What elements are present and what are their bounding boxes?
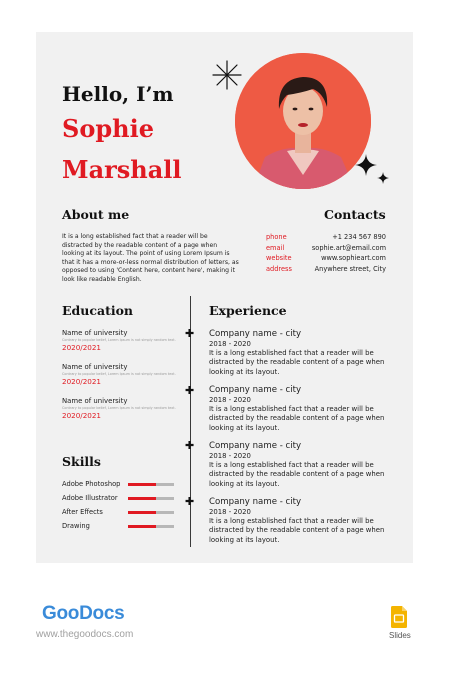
university-name: Name of university: [62, 363, 128, 371]
contact-value: Anywhere street, City: [314, 264, 386, 273]
goodocs-logo[interactable]: GooDocs: [42, 603, 125, 624]
contact-value: sophie.art@email.com: [311, 243, 386, 252]
skill-bar: [128, 511, 174, 514]
skill-bar-fill: [128, 511, 156, 514]
skill-label: Adobe Illustrator: [62, 494, 118, 502]
experience-years: 2018 - 2020: [209, 396, 251, 404]
education-item: [62, 363, 182, 387]
experience-desc: It is a long established fact that a reader will be distracted by the readable content of a page when looking at its layout.: [209, 349, 385, 376]
contact-label: website: [266, 254, 292, 262]
last-name: Marshall: [62, 155, 182, 184]
sparkle-star-icon: [377, 172, 389, 184]
skills-title: Skills: [62, 454, 101, 469]
experience-desc: It is a long established fact that a reader will be distracted by the readable content of a page when looking at its layout.: [209, 461, 385, 488]
university-name: Name of university: [62, 329, 128, 337]
experience-title: Experience: [209, 303, 287, 318]
sparkle-star-icon: [355, 154, 377, 176]
education-item: [62, 397, 182, 421]
about-title: About me: [62, 207, 130, 222]
experience-years: 2018 - 2020: [209, 452, 251, 460]
plus-icon: ✚: [185, 384, 195, 397]
contact-label: email: [266, 243, 285, 252]
skill-item: [62, 507, 180, 521]
google-slides-icon: [391, 606, 407, 628]
contacts-title: Contacts: [324, 207, 386, 222]
skill-bar: [128, 497, 174, 500]
education-years: 2020/2021: [62, 343, 102, 352]
skill-bar-fill: [128, 483, 156, 486]
education-desc: Contrary to popular belief, Lorem Ipsum is not simply random text.: [62, 406, 176, 410]
experience-years: 2018 - 2020: [209, 340, 251, 348]
contacts-list: [266, 232, 386, 274]
experience-item: [209, 329, 387, 377]
skill-item: [62, 493, 180, 507]
contact-row-email: [266, 243, 386, 254]
skill-bar: [128, 525, 174, 528]
experience-years: 2018 - 2020: [209, 508, 251, 516]
greeting: Hello, I’m: [62, 82, 174, 106]
contact-label: phone: [266, 233, 287, 241]
skill-item: [62, 479, 180, 493]
education-years: 2020/2021: [62, 377, 102, 386]
contact-label: address: [266, 264, 292, 273]
education-desc: Contrary to popular belief, Lorem Ipsum is not simply random text.: [62, 372, 176, 376]
skill-item: [62, 521, 180, 535]
sparkle-star-icon: [212, 60, 242, 90]
education-title: Education: [62, 303, 134, 318]
education-item: [62, 329, 182, 353]
education-years: 2020/2021: [62, 411, 102, 420]
experience-desc: It is a long established fact that a reader will be distracted by the readable content of a page when looking at its layout.: [209, 517, 385, 544]
experience-item: [209, 441, 387, 489]
experience-item: [209, 385, 387, 433]
skill-label: After Effects: [62, 508, 103, 516]
contact-value: +1 234 567 890: [332, 233, 386, 241]
skill-bar-fill: [128, 497, 156, 500]
skill-label: Drawing: [62, 522, 90, 530]
profile-photo: [235, 53, 371, 189]
about-text: It is a long established fact that a reader will be distracted by the readable content of a page when looking at its layout. The point of using Lorem Ipsum is that it has a more-or-less normal distribution of letters, as opposed to using 'Content here, content here', making it look like readable English.: [62, 233, 239, 283]
plus-icon: ✚: [185, 439, 195, 452]
plus-icon: ✚: [185, 327, 195, 340]
company-name: Company name - city: [209, 441, 302, 451]
goodocs-url[interactable]: www.thegoodocs.com: [36, 629, 134, 640]
company-name: Company name - city: [209, 497, 302, 507]
slides-label: Slides: [389, 631, 411, 640]
skill-bar: [128, 483, 174, 486]
contact-row-address: [266, 264, 386, 275]
contact-value: www.sophieart.com: [321, 254, 386, 262]
education-desc: Contrary to popular belief, Lorem Ipsum is not simply random text.: [62, 338, 176, 342]
contact-row-phone: [266, 232, 386, 243]
resume-page: [36, 32, 413, 563]
plus-icon: ✚: [185, 495, 195, 508]
company-name: Company name - city: [209, 329, 302, 339]
experience-item: [209, 497, 387, 545]
company-name: Company name - city: [209, 385, 302, 395]
contact-row-website: [266, 253, 386, 264]
first-name: Sophie: [62, 114, 154, 143]
skill-label: Adobe Photoshop: [62, 480, 121, 488]
skill-bar-fill: [128, 525, 156, 528]
skills-list: [62, 479, 180, 535]
experience-desc: It is a long established fact that a reader will be distracted by the readable content of a page when looking at its layout.: [209, 405, 385, 432]
university-name: Name of university: [62, 397, 128, 405]
